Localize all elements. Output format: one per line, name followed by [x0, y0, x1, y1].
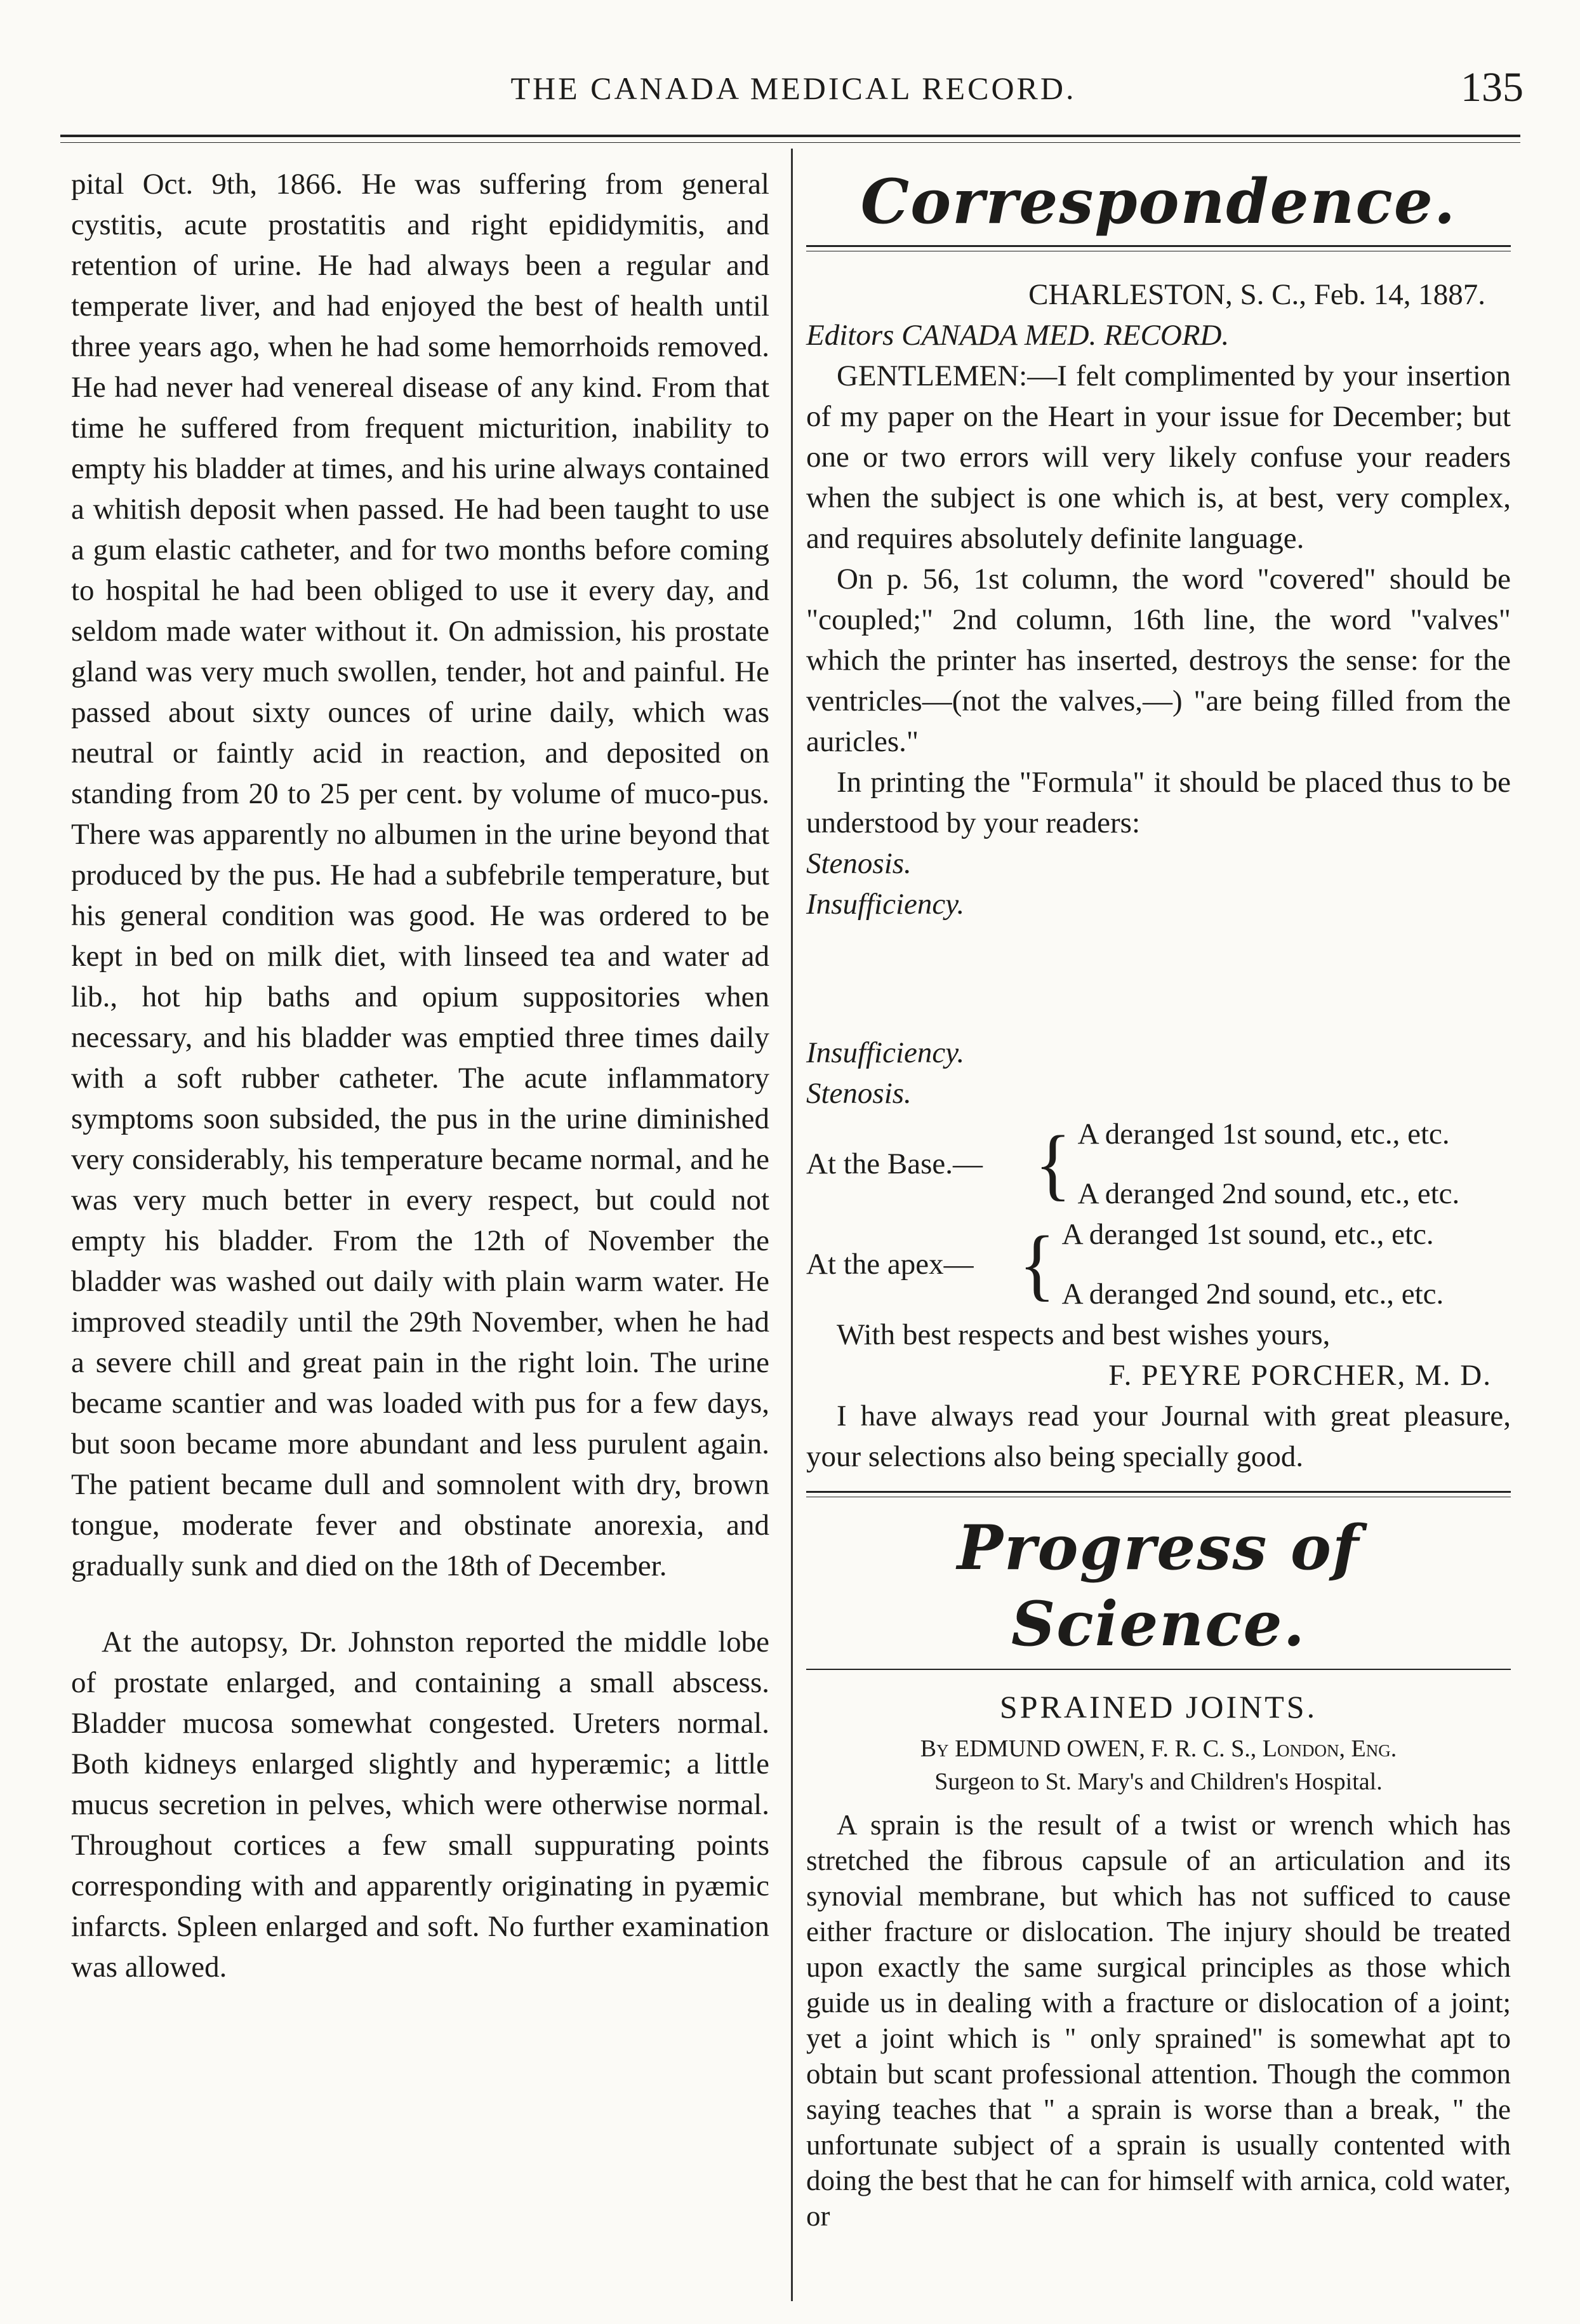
letter-paragraph: On p. 56, 1st column, the word "covered" should be "coupled;" 2nd column, 16th line, the word "valves" which the printer has inserted, destroys the sense: for the ventricles—(not the valves,—) "are being filled from the auricles."	[806, 563, 1511, 758]
article-body: A sprain is the result of a twist or wrench which has stretched the fibrous capsule of an articulation and its synovial membrane, but which has not sufficed to cause either fracture or dislocation. The injury should be treated upon exactly the same surgical principles as those which guide us in dealing with a fracture or dislocation of a joint; yet a joint which is " only sprained" is somewhat apt to obtain but scant professional attention. Though the common saying teaches that " a sprain is worse than a break, " the unfortunate subject of a sprain is usually contented with doing the best that he can for himself with arnica, cold water, or	[806, 1809, 1511, 2232]
affiliation: Surgeon to St. Mary's and Children's Hospital.	[934, 1768, 1383, 1795]
signature: F. PEYRE PORCHER, M. D.	[1108, 1359, 1492, 1392]
right-column	[806, 164, 1511, 2234]
letter-paragraph: GENTLEMEN:—I felt complimented by your insertion of my paper on the Heart in your issue for December; but one or two errors will very likely confuse your readers when the subject is one which is, at best, very complex, and requires absolutely definite language.	[806, 359, 1511, 555]
page-number: 135	[1461, 64, 1524, 110]
formula-line: A deranged 1st sound, etc., etc.	[1077, 1118, 1450, 1151]
brace-icon: {	[1019, 1219, 1056, 1309]
section-rule	[806, 1491, 1511, 1497]
postscript: I have always read your Journal with great pleasure, your selections also being specially good.	[806, 1399, 1511, 1473]
section-rule	[806, 1669, 1511, 1670]
formula-line: A deranged 2nd sound, etc., etc.	[1061, 1278, 1444, 1311]
formula-line: A deranged 2nd sound, etc., etc.	[1077, 1177, 1460, 1210]
closing-line: With best respects and best wishes yours,	[837, 1318, 1331, 1351]
correspondence-heading: Correspondence.	[860, 166, 1457, 237]
page-header	[63, 63, 1524, 114]
editors-line: Editors CANADA MED. RECORD.	[806, 319, 1230, 352]
column-divider	[791, 149, 793, 2301]
formula-term: Stenosis.	[806, 1077, 912, 1110]
case-report-paragraph: pital Oct. 9th, 1866. He was suffering from general cystitis, acute prostatitis and right epididymitis, and retention of urine. He had always been a regular and temperate liver, and had enjoyed the best of health until three years ago, when he had some hemorrhoids removed. He had never had venereal disease of any kind. From that time he suffered from frequent micturition, inability to empty his bladder at times, and his urine always contained a whitish deposit when passed. He had been taught to use a gum elastic catheter, and for two months before coming to hospital he had been obliged to use it every day, and seldom made water without it. On admission, his prostate gland was very much swollen, tender, hot and painful. He passed about sixty ounces of urine daily, which was neutral or faintly acid in reaction, and deposited on standing from 20 to 25 per cent. by volume of muco-pus. There was apparently no albumen in the urine beyond that produced by the pus. He had a subfebrile temperature, but his general condition was good. He was ordered to be kept in bed on milk diet, with linseed tea and water ad lib., hot hip baths and opium suppositories when necessary, and his bladder was emptied three times daily with a soft rubber catheter. The acute inflammatory symptoms soon subsided, the pus in the urine diminished very considerably, his temperature became normal, and he was very much better in every respect, but could not empty his bladder. From the 12th of November the bladder was washed out daily with plain warm water. He improved steadily until the 29th November, when he had a severe chill and great pain in the right loin. The urine became scantier and was loaded with pus for a few days, but soon became more abundant and less purulent again. The patient became dull and somnolent with dry, brown tongue, moderate fever and obstinate anorexia, and gradually sunk and died on the 18th of December.	[71, 168, 769, 1582]
formula-term: Insufficiency.	[806, 888, 965, 921]
article-title: SPRAINED JOINTS.	[999, 1689, 1318, 1725]
base-label: At the Base.—	[806, 1147, 983, 1180]
dateline: CHARLESTON, S. C., Feb. 14, 1887.	[1028, 278, 1485, 311]
section-rule	[806, 245, 1511, 251]
header-rule	[60, 135, 1520, 143]
left-column	[71, 164, 769, 1987]
formula-base	[806, 1114, 1511, 1214]
formula-line: A deranged 1st sound, etc., etc.	[1061, 1218, 1434, 1251]
formula-term: Stenosis.	[806, 847, 912, 880]
brace-icon: {	[1035, 1119, 1072, 1208]
byline: By EDMUND OWEN, F. R. C. S., London, Eng.	[920, 1735, 1397, 1762]
progress-heading: Progress of Science.	[957, 1512, 1360, 1660]
formula-apex	[806, 1214, 1511, 1314]
letter-paragraph: In printing the "Formula" it should be placed thus to be understood by your readers:	[806, 766, 1511, 839]
formula-term: Insufficiency.	[806, 1036, 965, 1069]
apex-label: At the apex—	[806, 1248, 974, 1281]
journal-title: THE CANADA MEDICAL RECORD.	[510, 70, 1077, 106]
autopsy-paragraph: At the autopsy, Dr. Johnston reported the middle lobe of prostate enlarged, and containing a small abscess. Bladder mucosa somewhat congested. Ureters normal. Both kidneys enlarged slightly and hyperæmic; a little mucus secretion in pelves, which were otherwise normal. Throughout cortices a few small suppurating points corresponding with and apparently originating in pyæmic infarcts. Spleen enlarged and soft. No further examination was allowed.	[71, 1626, 769, 1984]
